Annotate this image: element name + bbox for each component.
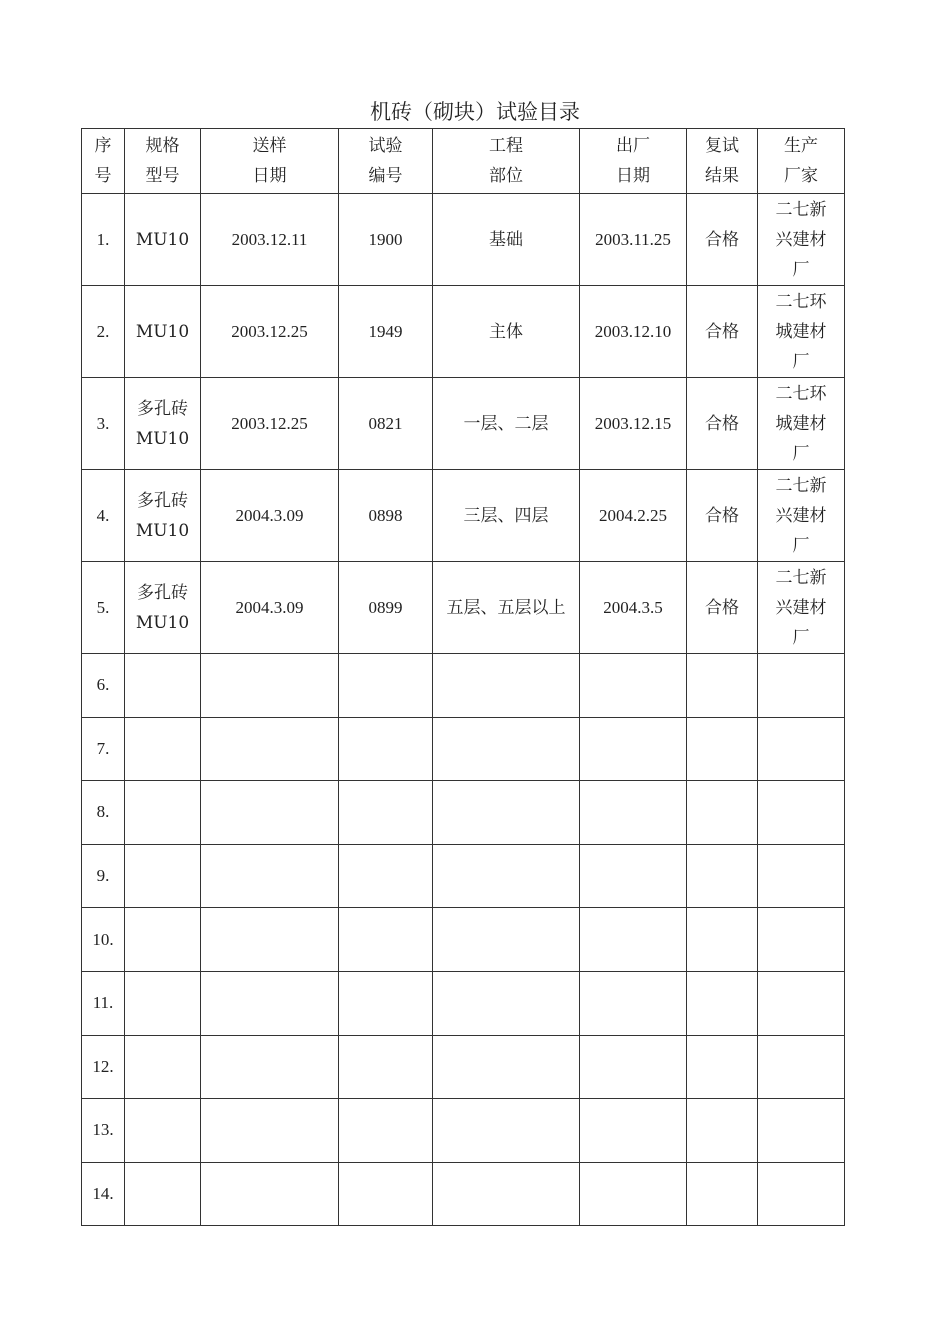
send-date-cell xyxy=(201,844,339,908)
part-cell xyxy=(433,717,580,781)
factory-date-cell: 2003.12.10 xyxy=(580,286,687,378)
header-row xyxy=(82,129,845,194)
seq-no-cell: 7. xyxy=(82,717,125,781)
maker-cell xyxy=(758,1162,845,1226)
factory-date-cell: 2003.11.25 xyxy=(580,194,687,286)
result-cell xyxy=(687,971,758,1035)
table-row xyxy=(82,1035,845,1099)
seq-no-cell: 14. xyxy=(82,1162,125,1226)
factory-date-cell xyxy=(580,908,687,972)
brick-test-catalog-table xyxy=(81,128,845,1226)
table-row xyxy=(82,470,845,562)
part-cell xyxy=(433,1099,580,1163)
factory-date-cell xyxy=(580,1162,687,1226)
table-row xyxy=(82,717,845,781)
maker-cell: 二七新 兴建材 厂 xyxy=(758,562,845,654)
test-no-cell xyxy=(339,1099,433,1163)
maker-cell xyxy=(758,781,845,845)
maker-cell: 二七新 兴建材 厂 xyxy=(758,470,845,562)
part-cell: 主体 xyxy=(433,286,580,378)
table-row xyxy=(82,1162,845,1226)
test-no-cell xyxy=(339,1162,433,1226)
send-date-cell: 2003.12.11 xyxy=(201,194,339,286)
table-row xyxy=(82,781,845,845)
part-cell xyxy=(433,781,580,845)
spec-cell xyxy=(125,844,201,908)
spec-cell xyxy=(125,1099,201,1163)
spec-cell: 多孔砖 MU10 xyxy=(125,470,201,562)
table-row xyxy=(82,286,845,378)
page-title: 机砖（砌块）试验目录 xyxy=(370,100,580,124)
result-cell: 合格 xyxy=(687,194,758,286)
spec-cell xyxy=(125,717,201,781)
result-cell xyxy=(687,781,758,845)
factory-date-cell: 2003.12.15 xyxy=(580,378,687,470)
send-date-cell xyxy=(201,971,339,1035)
seq-no-cell: 6. xyxy=(82,654,125,718)
send-date-cell: 2003.12.25 xyxy=(201,378,339,470)
spec-cell xyxy=(125,971,201,1035)
spec-cell xyxy=(125,908,201,972)
result-cell xyxy=(687,1099,758,1163)
part-cell xyxy=(433,844,580,908)
spec-cell xyxy=(125,654,201,718)
table-row xyxy=(82,654,845,718)
spec-cell: 多孔砖 MU10 xyxy=(125,562,201,654)
send-date-cell xyxy=(201,908,339,972)
seq-no-cell: 12. xyxy=(82,1035,125,1099)
maker-cell xyxy=(758,971,845,1035)
test-no-cell: 1900 xyxy=(339,194,433,286)
maker-cell xyxy=(758,908,845,972)
seq-no-cell: 8. xyxy=(82,781,125,845)
header-factory-date: 出厂 日期 xyxy=(580,129,687,194)
factory-date-cell xyxy=(580,971,687,1035)
seq-no-cell: 4. xyxy=(82,470,125,562)
test-no-cell xyxy=(339,971,433,1035)
test-no-cell: 0899 xyxy=(339,562,433,654)
factory-date-cell xyxy=(580,654,687,718)
result-cell xyxy=(687,717,758,781)
seq-no-cell: 10. xyxy=(82,908,125,972)
send-date-cell xyxy=(201,781,339,845)
result-cell xyxy=(687,654,758,718)
test-no-cell: 0898 xyxy=(339,470,433,562)
maker-cell xyxy=(758,1099,845,1163)
test-no-cell: 1949 xyxy=(339,286,433,378)
send-date-cell xyxy=(201,1035,339,1099)
factory-date-cell xyxy=(580,781,687,845)
part-cell xyxy=(433,1035,580,1099)
seq-no-cell: 1. xyxy=(82,194,125,286)
send-date-cell: 2004.3.09 xyxy=(201,562,339,654)
result-cell xyxy=(687,1162,758,1226)
table-row xyxy=(82,844,845,908)
factory-date-cell xyxy=(580,844,687,908)
spec-cell xyxy=(125,781,201,845)
part-cell: 五层、五层以上 xyxy=(433,562,580,654)
test-no-cell xyxy=(339,717,433,781)
test-no-cell: 0821 xyxy=(339,378,433,470)
result-cell xyxy=(687,844,758,908)
factory-date-cell xyxy=(580,1099,687,1163)
maker-cell xyxy=(758,844,845,908)
factory-date-cell xyxy=(580,717,687,781)
part-cell xyxy=(433,1162,580,1226)
maker-cell xyxy=(758,717,845,781)
part-cell: 三层、四层 xyxy=(433,470,580,562)
maker-cell: 二七环 城建材 厂 xyxy=(758,286,845,378)
table-row xyxy=(82,971,845,1035)
header-project-part: 工程 部位 xyxy=(433,129,580,194)
factory-date-cell: 2004.2.25 xyxy=(580,470,687,562)
spec-cell xyxy=(125,1035,201,1099)
seq-no-cell: 11. xyxy=(82,971,125,1035)
header-seq-no: 序 号 xyxy=(82,129,125,194)
table-row xyxy=(82,378,845,470)
maker-cell: 二七新 兴建材 厂 xyxy=(758,194,845,286)
header-spec-model: 规格 型号 xyxy=(125,129,201,194)
seq-no-cell: 2. xyxy=(82,286,125,378)
result-cell xyxy=(687,1035,758,1099)
result-cell: 合格 xyxy=(687,378,758,470)
maker-cell xyxy=(758,1035,845,1099)
result-cell: 合格 xyxy=(687,286,758,378)
table-row xyxy=(82,194,845,286)
header-send-date: 送样 日期 xyxy=(201,129,339,194)
send-date-cell xyxy=(201,717,339,781)
part-cell xyxy=(433,908,580,972)
part-cell: 一层、二层 xyxy=(433,378,580,470)
header-test-no: 试验 编号 xyxy=(339,129,433,194)
spec-cell: MU10 xyxy=(125,194,201,286)
send-date-cell xyxy=(201,1099,339,1163)
seq-no-cell: 9. xyxy=(82,844,125,908)
test-no-cell xyxy=(339,908,433,972)
table-row xyxy=(82,1099,845,1163)
seq-no-cell: 5. xyxy=(82,562,125,654)
result-cell: 合格 xyxy=(687,470,758,562)
send-date-cell xyxy=(201,1162,339,1226)
result-cell xyxy=(687,908,758,972)
send-date-cell xyxy=(201,654,339,718)
factory-date-cell: 2004.3.5 xyxy=(580,562,687,654)
spec-cell xyxy=(125,1162,201,1226)
header-retest-result: 复试 结果 xyxy=(687,129,758,194)
maker-cell: 二七环 城建材 厂 xyxy=(758,378,845,470)
factory-date-cell xyxy=(580,1035,687,1099)
spec-cell: 多孔砖 MU10 xyxy=(125,378,201,470)
part-cell xyxy=(433,654,580,718)
test-no-cell xyxy=(339,844,433,908)
test-no-cell xyxy=(339,654,433,718)
header-manufacturer: 生产 厂家 xyxy=(758,129,845,194)
test-no-cell xyxy=(339,1035,433,1099)
part-cell: 基础 xyxy=(433,194,580,286)
test-no-cell xyxy=(339,781,433,845)
send-date-cell: 2003.12.25 xyxy=(201,286,339,378)
result-cell: 合格 xyxy=(687,562,758,654)
part-cell xyxy=(433,971,580,1035)
spec-cell: MU10 xyxy=(125,286,201,378)
send-date-cell: 2004.3.09 xyxy=(201,470,339,562)
seq-no-cell: 3. xyxy=(82,378,125,470)
seq-no-cell: 13. xyxy=(82,1099,125,1163)
table-row xyxy=(82,908,845,972)
maker-cell xyxy=(758,654,845,718)
table-row xyxy=(82,562,845,654)
